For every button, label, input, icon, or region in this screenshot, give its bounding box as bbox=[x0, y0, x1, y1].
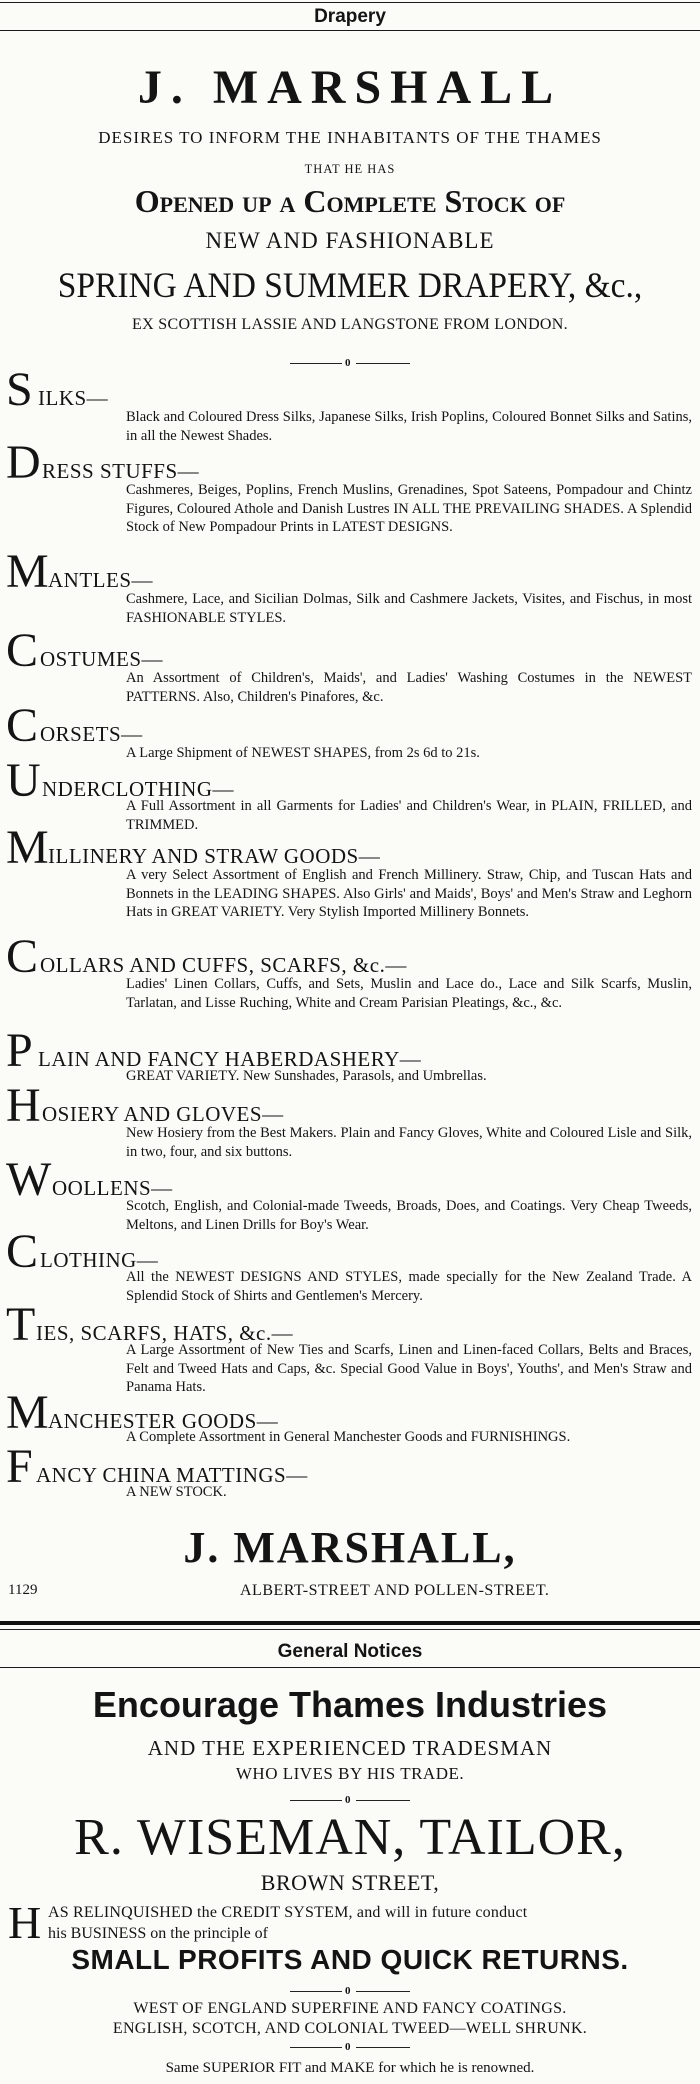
item-millinery-heading: ILLINERY AND STRAW GOODS— bbox=[48, 844, 381, 868]
divider-thin bbox=[0, 1629, 700, 1630]
item-collars-initial: C bbox=[6, 930, 39, 983]
item-dress-stuffs-heading: RESS STUFFS— bbox=[42, 459, 200, 483]
merchant-name: J. MARSHALL bbox=[137, 61, 563, 114]
ex-ships-line: EX SCOTTISH LASSIE AND LANGSTONE FROM LONDON. bbox=[132, 316, 568, 333]
ornament-divider: 0 bbox=[290, 357, 410, 369]
same-superior-line: Same SUPERIOR FIT and MAKE for which he is renowned. bbox=[165, 2060, 535, 2076]
item-ties-body: A Large Assortment of New Ties and Scarfs, Linen and Linen-faced Collars, Belts and Braces, Felt and Tweed Hats and Caps, &c. Special Good Value in Boys', Youths', and Men's Straw and Panama Hats. bbox=[126, 1342, 692, 1395]
item-corsets-initial: C bbox=[6, 699, 39, 752]
divider-thick bbox=[0, 1621, 700, 1625]
item-costumes-body: An Assortment of Children's, Maids', and Ladies' Washing Costumes in the NEWEST PATTERNS. Also, Children's Pinafores, &c. bbox=[126, 670, 692, 705]
item-mattings-heading: ANCY CHINA MATTINGS— bbox=[36, 1463, 308, 1487]
item-corsets-body: A Large Shipment of NEWEST SHAPES, from 2s 6d to 21s. bbox=[126, 745, 480, 761]
item-woollens-initial: W bbox=[6, 1153, 52, 1206]
notices-section-title: General Notices bbox=[277, 1641, 423, 1662]
opened-headline: Opened up a Complete Stock of bbox=[134, 183, 566, 219]
item-corsets-heading: ORSETS— bbox=[40, 722, 143, 746]
item-haberdashery-heading: LAIN AND FANCY HABERDASHERY— bbox=[38, 1047, 422, 1071]
item-mantles-body: Cashmere, Lace, and Sicilian Dolmas, Silk and Cashmere Jackets, Visites, and Fischus, in most FASHIONABLE STYLES. bbox=[126, 591, 692, 626]
item-silks-body: Black and Coloured Dress Silks, Japanese Silks, Irish Poplins, Coloured Bonnet Silks and Satins, in all the Newest Shades. bbox=[126, 409, 692, 444]
intro-line-2: THAT HE HAS bbox=[304, 162, 396, 176]
item-costumes-heading: OSTUMES— bbox=[40, 647, 164, 671]
item-hosiery-heading: OSIERY AND GLOVES— bbox=[42, 1102, 284, 1126]
item-manchester-body: A Complete Assortment in General Manchester Goods and FURNISHINGS. bbox=[126, 1429, 571, 1445]
item-collars-body: Ladies' Linen Collars, Cuffs, and Sets, Muslin and Lace do., Lace and Silk Scarfs, Muslin, Tarlatan, and Lisse Ruching, White and Cream Parisian Pleatings, &c., &c. bbox=[126, 976, 692, 1011]
item-manchester-initial: M bbox=[6, 1386, 49, 1439]
item-mantles-heading: ANTLES— bbox=[48, 568, 153, 592]
footer-merchant-name: J. MARSHALL, bbox=[183, 1523, 517, 1572]
item-clothing-body: All the NEWEST DESIGNS AND STYLES, made specially for the New Zealand Trade. A Splendid Stock of Shirts and Gentlemen's Mercery. bbox=[126, 1269, 692, 1304]
item-underclothing-initial: U bbox=[6, 754, 41, 807]
item-millinery-initial: M bbox=[6, 821, 49, 874]
item-silks-heading: ILKS— bbox=[38, 386, 109, 410]
item-ties-initial: T bbox=[6, 1298, 36, 1351]
brown-street: BROWN STREET, bbox=[260, 1870, 440, 1895]
drapery-section-title: Drapery bbox=[314, 6, 386, 27]
intro-line: DESIRES TO INFORM THE INHABITANTS OF THE THAMES bbox=[98, 128, 602, 147]
item-mattings-initial: F bbox=[6, 1440, 33, 1493]
item-mantles-initial: M bbox=[6, 545, 49, 598]
experienced-line: AND THE EXPERIENCED TRADESMAN bbox=[147, 1736, 553, 1760]
item-ties-heading: IES, SCARFS, HATS, &c.— bbox=[36, 1321, 294, 1345]
footer-address: ALBERT-STREET AND POLLEN-STREET. bbox=[240, 1582, 550, 1599]
has-initial: H bbox=[8, 1897, 42, 1948]
ornament-divider-4: 0 bbox=[290, 2041, 410, 2053]
ornament-divider-3: 0 bbox=[290, 1985, 410, 1997]
ornament-divider-2: 0 bbox=[290, 1794, 410, 1806]
item-dress-stuffs-initial: D bbox=[6, 436, 41, 489]
business-line: his BUSINESS on the principle of bbox=[48, 1925, 268, 1942]
section-rule bbox=[0, 30, 700, 31]
item-manchester-heading: ANCHESTER GOODS— bbox=[48, 1409, 279, 1433]
item-clothing-initial: C bbox=[6, 1225, 39, 1278]
item-silks-initial: S bbox=[6, 363, 33, 416]
item-woollens-body: Scotch, English, and Colonial-made Tweeds, Broads, Does, and Coatings. Very Cheap Tweeds, Meltons, and Linen Drills for Boy's Wear. bbox=[126, 1198, 692, 1233]
item-hosiery-initial: H bbox=[6, 1079, 41, 1132]
item-clothing-heading: LOTHING— bbox=[40, 1248, 159, 1272]
item-collars-heading: OLLARS AND CUFFS, SCARFS, &c.— bbox=[40, 953, 407, 977]
relinquished-line: AS RELINQUISHED the CREDIT SYSTEM, and will in future conduct bbox=[48, 1904, 528, 1921]
item-woollens-heading: OOLLENS— bbox=[52, 1176, 173, 1200]
ad-number: 1129 bbox=[8, 1582, 38, 1598]
encourage-headline: Encourage Thames Industries bbox=[92, 1684, 608, 1725]
item-hosiery-body: New Hosiery from the Best Makers. Plain and Fancy Gloves, White and Coloured Lisle and Silk, in two, four, and six buttons. bbox=[126, 1125, 692, 1160]
item-mattings-body: A NEW STOCK. bbox=[126, 1484, 227, 1500]
small-profits-headline: SMALL PROFITS AND QUICK RETURNS. bbox=[71, 1944, 629, 1975]
notices-rule bbox=[0, 1667, 700, 1668]
item-haberdashery-initial: P bbox=[6, 1024, 33, 1077]
top-rule bbox=[0, 2, 700, 3]
item-dress-stuffs-body: Cashmeres, Beiges, Poplins, French Muslins, Grenadines, Spot Sateens, Pompadour and Chintz Figures, Coloured Athole and Danish Lustres IN ALL THE PREVAILING SHADES. A Splendid Stock of New Pompadour Prints in LATEST DESIGNS. bbox=[126, 482, 692, 535]
tailor-name: R. WISEMAN, TAILOR, bbox=[74, 1809, 626, 1866]
west-england-line: WEST OF ENGLAND SUPERFINE AND FANCY COATINGS. bbox=[133, 2000, 567, 2017]
lives-line: WHO LIVES BY HIS TRADE. bbox=[235, 1764, 465, 1783]
english-scotch-line: ENGLISH, SCOTCH, AND COLONIAL TWEED—WELL SHRUNK. bbox=[112, 2020, 588, 2037]
new-fashionable: NEW AND FASHIONABLE bbox=[205, 228, 495, 253]
item-underclothing-body: A Full Assortment in all Garments for Ladies' and Children's Wear, in PLAIN, FRILLED, and TRIMMED. bbox=[126, 798, 692, 833]
item-underclothing-heading: NDERCLOTHING— bbox=[42, 777, 234, 801]
item-millinery-body: A very Select Assortment of English and French Millinery. Straw, Chip, and Tuscan Hats and Bonnets in the LEADING SHAPES. Also Girls' and Maids', Boys' and Men's Straw and Leghorn Hats in GREAT VARIETY. Very Stylish Imported Millinery Bonnets. bbox=[126, 867, 692, 920]
item-costumes-initial: C bbox=[6, 624, 39, 677]
item-haberdashery-body: GREAT VARIETY. New Sunshades, Parasols, and Umbrellas. bbox=[126, 1068, 487, 1084]
spring-summer-headline: SPRING AND SUMMER DRAPERY, &c., bbox=[57, 265, 643, 305]
